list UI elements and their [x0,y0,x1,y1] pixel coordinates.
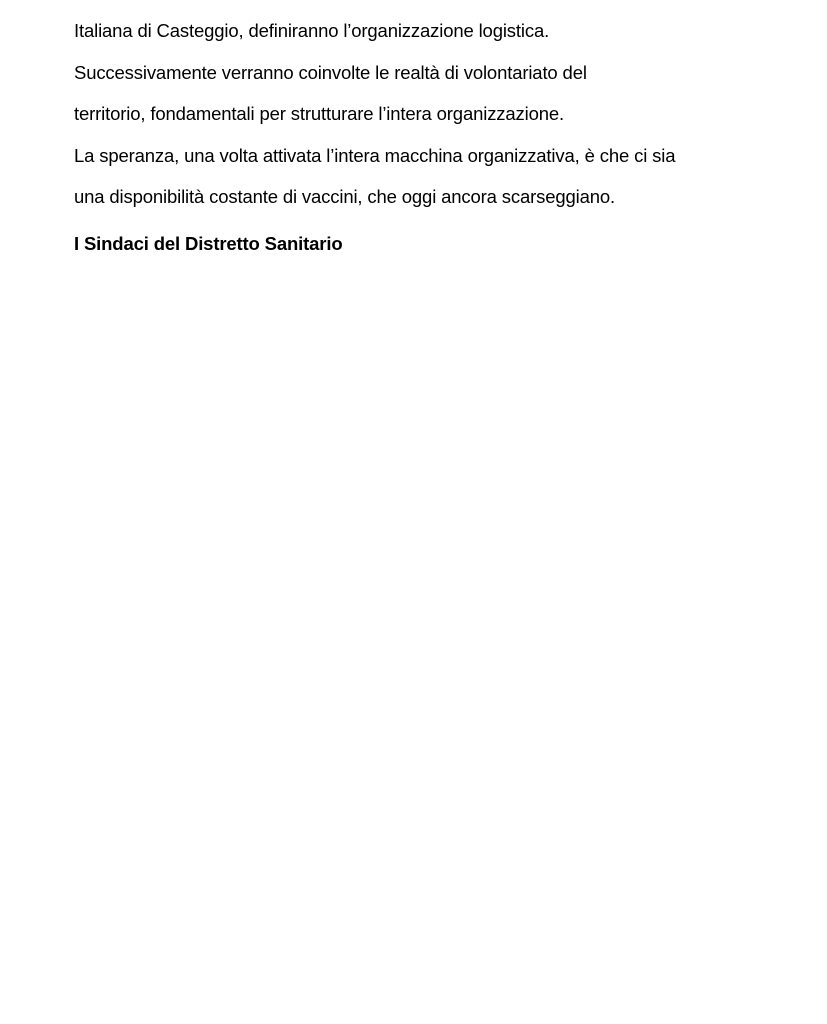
paragraph-line-4: La speranza, una volta attivata l’intera macchina organizzativa, è che ci sia [74,144,676,166]
paragraph-line-5: una disponibilità costante di vaccini, che oggi ancora scarseggiano. [74,186,616,207]
paragraph-line-3: territorio, fondamentali per strutturare l’intera organizzazione. [74,103,564,124]
paragraph-line-2: Successivamente verranno coinvolte le realtà di volontariato del [74,61,587,83]
paragraph-line-1: Italiana di Casteggio, definiranno l’organizzazione logistica. [74,20,550,41]
document-body [74,10,774,258]
signature-line: I Sindaci del Distretto Sanitario [74,232,343,254]
